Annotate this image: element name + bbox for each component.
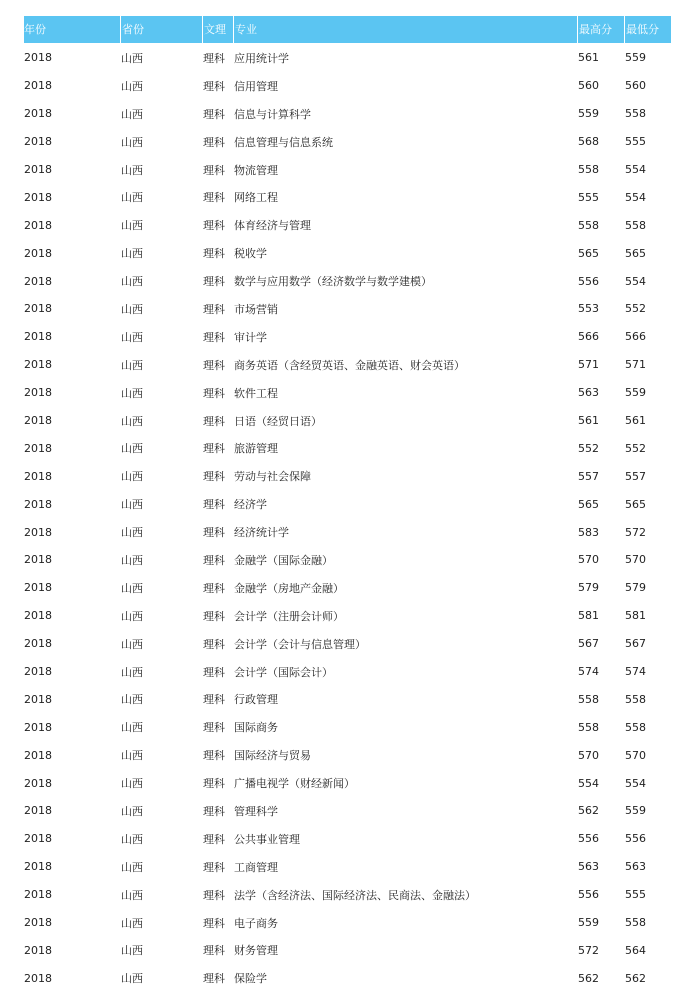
cell-category: 理科 [203,721,225,735]
cell-major: 市场营销 [234,302,278,316]
cell-min-score: 557 [625,469,646,483]
cell-category: 理科 [203,944,225,958]
cell-category: 理科 [203,581,225,595]
cell-major: 审计学 [234,330,267,344]
cell-major: 行政管理 [234,693,278,707]
cell-max-score: 558 [578,720,599,734]
cell-major: 信用管理 [234,79,278,93]
cell-year: 2018 [24,943,52,957]
cell-max-score: 563 [578,860,599,874]
cell-year: 2018 [24,609,52,623]
cell-major: 国际经济与贸易 [234,749,311,763]
cell-category: 理科 [203,637,225,651]
cell-province: 山西 [121,135,143,149]
table-row [24,658,671,686]
table-body [24,43,671,992]
cell-province: 山西 [121,832,143,846]
cell-province: 山西 [121,526,143,540]
cell-province: 山西 [121,358,143,372]
cell-year: 2018 [24,776,52,790]
header-max-score[interactable]: 最高分 [577,16,624,43]
cell-year: 2018 [24,386,52,400]
cell-min-score: 565 [625,497,646,511]
table-row [24,128,671,156]
table-row [24,434,671,462]
cell-year: 2018 [24,246,52,260]
cell-min-score: 558 [625,218,646,232]
cell-max-score: 560 [578,79,599,93]
cell-min-score: 552 [625,441,646,455]
cell-major: 电子商务 [234,916,278,930]
cell-year: 2018 [24,804,52,818]
cell-max-score: 559 [578,916,599,930]
cell-max-score: 558 [578,218,599,232]
table-row [24,602,671,630]
cell-major: 劳动与社会保障 [234,470,311,484]
cell-major: 旅游管理 [234,442,278,456]
table-row [24,462,671,490]
cell-major: 金融学（国际金融） [234,553,333,567]
cell-category: 理科 [203,832,225,846]
cell-min-score: 567 [625,637,646,651]
cell-year: 2018 [24,190,52,204]
cell-year: 2018 [24,581,52,595]
cell-year: 2018 [24,441,52,455]
cell-min-score: 560 [625,79,646,93]
cell-category: 理科 [203,609,225,623]
cell-min-score: 571 [625,358,646,372]
cell-category: 理科 [203,135,225,149]
table-row [24,183,671,211]
table-row [24,351,671,379]
cell-year: 2018 [24,218,52,232]
table-row [24,713,671,741]
cell-category: 理科 [203,916,225,930]
cell-major: 会计学（注册会计师） [234,609,344,623]
table-row [24,490,671,518]
table-row [24,156,671,184]
cell-province: 山西 [121,637,143,651]
cell-max-score: 562 [578,804,599,818]
cell-province: 山西 [121,553,143,567]
table-row [24,546,671,574]
table-row [24,267,671,295]
cell-category: 理科 [203,358,225,372]
cell-category: 理科 [203,330,225,344]
cell-province: 山西 [121,581,143,595]
cell-year: 2018 [24,748,52,762]
cell-max-score: 554 [578,776,599,790]
cell-max-score: 553 [578,302,599,316]
cell-year: 2018 [24,525,52,539]
table-row [24,825,671,853]
cell-max-score: 565 [578,246,599,260]
cell-province: 山西 [121,107,143,121]
cell-province: 山西 [121,163,143,177]
cell-year: 2018 [24,665,52,679]
cell-province: 山西 [121,972,143,986]
cell-category: 理科 [203,107,225,121]
cell-min-score: 563 [625,860,646,874]
cell-max-score: 562 [578,971,599,985]
cell-category: 理科 [203,860,225,874]
cell-year: 2018 [24,414,52,428]
cell-max-score: 555 [578,190,599,204]
admission-scores-table [24,16,671,992]
cell-min-score: 554 [625,776,646,790]
cell-category: 理科 [203,693,225,707]
header-year[interactable]: 年份 [24,23,46,36]
table-row [24,72,671,100]
cell-min-score: 581 [625,609,646,623]
cell-min-score: 559 [625,51,646,65]
cell-max-score: 583 [578,525,599,539]
cell-province: 山西 [121,247,143,261]
table-row [24,44,671,72]
cell-major: 信息管理与信息系统 [234,135,333,149]
table-header [24,16,671,43]
cell-min-score: 561 [625,414,646,428]
cell-year: 2018 [24,51,52,65]
cell-year: 2018 [24,330,52,344]
cell-max-score: 574 [578,665,599,679]
cell-major: 管理科学 [234,804,278,818]
cell-province: 山西 [121,888,143,902]
cell-province: 山西 [121,330,143,344]
cell-min-score: 558 [625,916,646,930]
cell-major: 财务管理 [234,944,278,958]
cell-category: 理科 [203,163,225,177]
table-row [24,630,671,658]
cell-major: 公共事业管理 [234,832,300,846]
cell-min-score: 570 [625,748,646,762]
cell-year: 2018 [24,888,52,902]
table-row [24,574,671,602]
table-row [24,769,671,797]
cell-max-score: 558 [578,692,599,706]
cell-min-score: 579 [625,581,646,595]
cell-min-score: 554 [625,190,646,204]
table-row [24,909,671,937]
cell-province: 山西 [121,79,143,93]
cell-max-score: 566 [578,330,599,344]
cell-province: 山西 [121,386,143,400]
cell-province: 山西 [121,275,143,289]
table-row [24,797,671,825]
cell-max-score: 556 [578,274,599,288]
cell-max-score: 568 [578,135,599,149]
cell-min-score: 556 [625,832,646,846]
cell-year: 2018 [24,832,52,846]
cell-min-score: 562 [625,971,646,985]
cell-max-score: 579 [578,581,599,595]
cell-province: 山西 [121,302,143,316]
cell-min-score: 564 [625,943,646,957]
cell-category: 理科 [203,665,225,679]
cell-major: 会计学（会计与信息管理） [234,637,366,651]
cell-province: 山西 [121,609,143,623]
cell-min-score: 559 [625,386,646,400]
cell-category: 理科 [203,972,225,986]
cell-min-score: 565 [625,246,646,260]
cell-major: 应用统计学 [234,51,289,65]
table-row [24,239,671,267]
cell-category: 理科 [203,51,225,65]
table-row [24,741,671,769]
cell-min-score: 555 [625,888,646,902]
cell-category: 理科 [203,804,225,818]
cell-major: 数学与应用数学（经济数学与数学建模） [234,275,432,289]
table-row [24,518,671,546]
cell-max-score: 556 [578,888,599,902]
cell-province: 山西 [121,219,143,233]
cell-category: 理科 [203,749,225,763]
cell-max-score: 581 [578,609,599,623]
cell-max-score: 559 [578,107,599,121]
cell-max-score: 570 [578,748,599,762]
cell-year: 2018 [24,637,52,651]
cell-year: 2018 [24,107,52,121]
cell-min-score: 555 [625,135,646,149]
cell-year: 2018 [24,469,52,483]
cell-major: 工商管理 [234,860,278,874]
cell-max-score: 552 [578,441,599,455]
cell-max-score: 565 [578,497,599,511]
cell-year: 2018 [24,302,52,316]
cell-year: 2018 [24,358,52,372]
cell-province: 山西 [121,498,143,512]
table-row [24,937,671,965]
cell-category: 理科 [203,414,225,428]
cell-category: 理科 [203,526,225,540]
cell-max-score: 561 [578,414,599,428]
cell-year: 2018 [24,553,52,567]
cell-category: 理科 [203,219,225,233]
table-row [24,295,671,323]
cell-year: 2018 [24,274,52,288]
cell-year: 2018 [24,497,52,511]
cell-year: 2018 [24,163,52,176]
table-row [24,853,671,881]
cell-major: 国际商务 [234,721,278,735]
cell-province: 山西 [121,944,143,958]
cell-max-score: 572 [578,943,599,957]
cell-category: 理科 [203,498,225,512]
cell-major: 信息与计算科学 [234,107,311,121]
cell-province: 山西 [121,414,143,428]
cell-year: 2018 [24,860,52,874]
cell-category: 理科 [203,191,225,205]
cell-province: 山西 [121,749,143,763]
cell-max-score: 557 [578,469,599,483]
cell-max-score: 561 [578,51,599,65]
cell-year: 2018 [24,971,52,985]
cell-major: 日语（经贸日语） [234,414,322,428]
cell-major: 网络工程 [234,191,278,205]
cell-category: 理科 [203,247,225,261]
cell-province: 山西 [121,860,143,874]
cell-min-score: 554 [625,163,646,176]
header-min-score[interactable]: 最低分 [624,16,671,43]
cell-major: 会计学（国际会计） [234,665,333,679]
cell-major: 物流管理 [234,163,278,177]
cell-min-score: 574 [625,665,646,679]
cell-max-score: 570 [578,553,599,567]
cell-min-score: 554 [625,274,646,288]
cell-province: 山西 [121,470,143,484]
cell-max-score: 567 [578,637,599,651]
table-row [24,211,671,239]
table-row [24,685,671,713]
cell-year: 2018 [24,135,52,149]
cell-min-score: 566 [625,330,646,344]
table-row [24,407,671,435]
cell-max-score: 556 [578,832,599,846]
cell-province: 山西 [121,721,143,735]
cell-min-score: 570 [625,553,646,567]
cell-category: 理科 [203,275,225,289]
cell-province: 山西 [121,693,143,707]
table-row [24,881,671,909]
cell-category: 理科 [203,442,225,456]
cell-category: 理科 [203,79,225,93]
cell-major: 金融学（房地产金融） [234,581,344,595]
cell-major: 广播电视学（财经新闻） [234,777,355,791]
cell-max-score: 558 [578,163,599,176]
cell-category: 理科 [203,888,225,902]
cell-province: 山西 [121,442,143,456]
cell-category: 理科 [203,302,225,316]
cell-year: 2018 [24,916,52,930]
cell-province: 山西 [121,804,143,818]
cell-major: 税收学 [234,247,267,261]
cell-min-score: 552 [625,302,646,316]
cell-min-score: 558 [625,692,646,706]
cell-max-score: 563 [578,386,599,400]
cell-year: 2018 [24,692,52,706]
header-category[interactable]: 文理 [202,16,233,43]
table-row [24,323,671,351]
cell-min-score: 558 [625,720,646,734]
table-row [24,100,671,128]
table-row [24,379,671,407]
cell-min-score: 559 [625,804,646,818]
cell-year: 2018 [24,79,52,93]
cell-max-score: 571 [578,358,599,372]
header-province[interactable]: 省份 [120,16,202,43]
cell-major: 软件工程 [234,386,278,400]
cell-major: 经济学 [234,498,267,512]
cell-province: 山西 [121,665,143,679]
cell-major: 体育经济与管理 [234,219,311,233]
cell-province: 山西 [121,777,143,791]
header-major[interactable]: 专业 [233,16,577,43]
cell-category: 理科 [203,386,225,400]
cell-major: 保险学 [234,972,267,986]
cell-province: 山西 [121,916,143,930]
cell-province: 山西 [121,191,143,205]
cell-category: 理科 [203,470,225,484]
cell-major: 法学（含经济法、国际经济法、民商法、金融法） [234,888,476,902]
cell-province: 山西 [121,51,143,65]
cell-min-score: 572 [625,525,646,539]
cell-year: 2018 [24,720,52,734]
cell-major: 经济统计学 [234,526,289,540]
cell-major: 商务英语（含经贸英语、金融英语、财会英语） [234,358,465,372]
cell-min-score: 558 [625,107,646,121]
cell-category: 理科 [203,777,225,791]
cell-category: 理科 [203,553,225,567]
table-row [24,964,671,992]
